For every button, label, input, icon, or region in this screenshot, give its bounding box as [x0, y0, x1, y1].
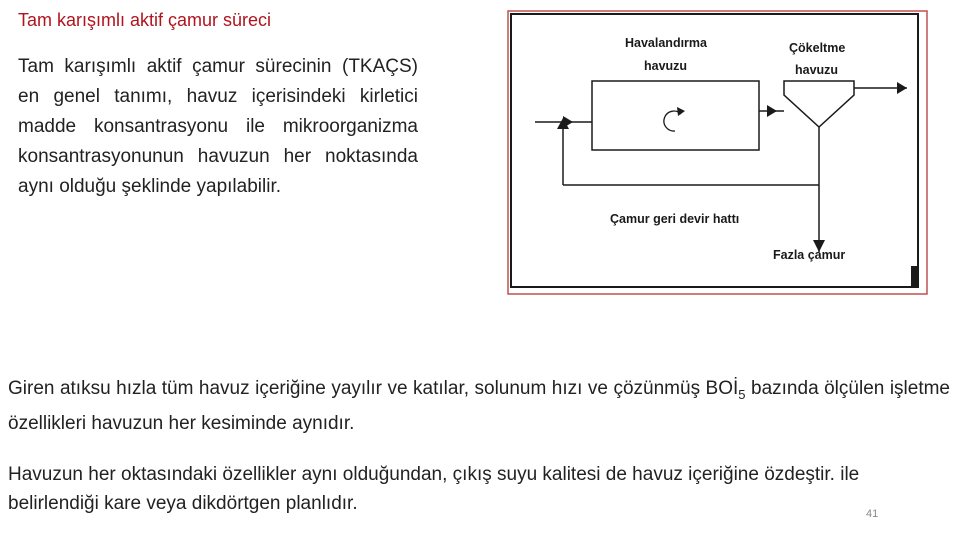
slide-title: Tam karışımlı aktif çamur süreci — [18, 10, 272, 30]
settling-tank-label-2: havuzu — [795, 63, 839, 77]
excess-sludge-label: Fazla çamur — [773, 248, 846, 262]
paragraph1-text-end: bazında ölçülen işletme özellikleri havuzun her kesiminde aynıdır. — [8, 378, 950, 434]
body-paragraph-2: Havuzun her oktasındaki özellikler aynı olduğundan, çıkış suyu kalitesi de havuz içeriğine özdeştir. ile belirlendiği kare veya dikdörtgen planlıdır. — [8, 464, 860, 514]
intro-paragraph: Tam karışımlı aktif çamur sürecinin (TKAÇS) en genel tanımı, havuz içerisindeki kirletici madde konsantrasyonu ile mikroorganizma konsantrasyonunun havuzun her noktasında aynı olduğu şeklinde yapılabilir. — [18, 56, 418, 197]
return-sludge-label: Çamur geri devir hattı — [610, 212, 740, 226]
page-number: 41 — [866, 508, 879, 520]
diagram-frame — [508, 11, 927, 294]
settling-tank-label-1: Çökeltme — [789, 41, 846, 55]
paragraph1-subscript: 5 — [738, 386, 746, 402]
aeration-tank-label-2: havuzu — [644, 59, 688, 73]
paragraph1-text: Giren atıksu hızla tüm havuz içeriğine yayılır ve katılar, solunum hızı ve çözünmüş BOİ — [8, 378, 739, 399]
process-diagram — [507, 10, 928, 295]
aeration-tank-label-1: Havalandırma — [625, 36, 707, 50]
body-paragraph-1 — [8, 374, 950, 438]
